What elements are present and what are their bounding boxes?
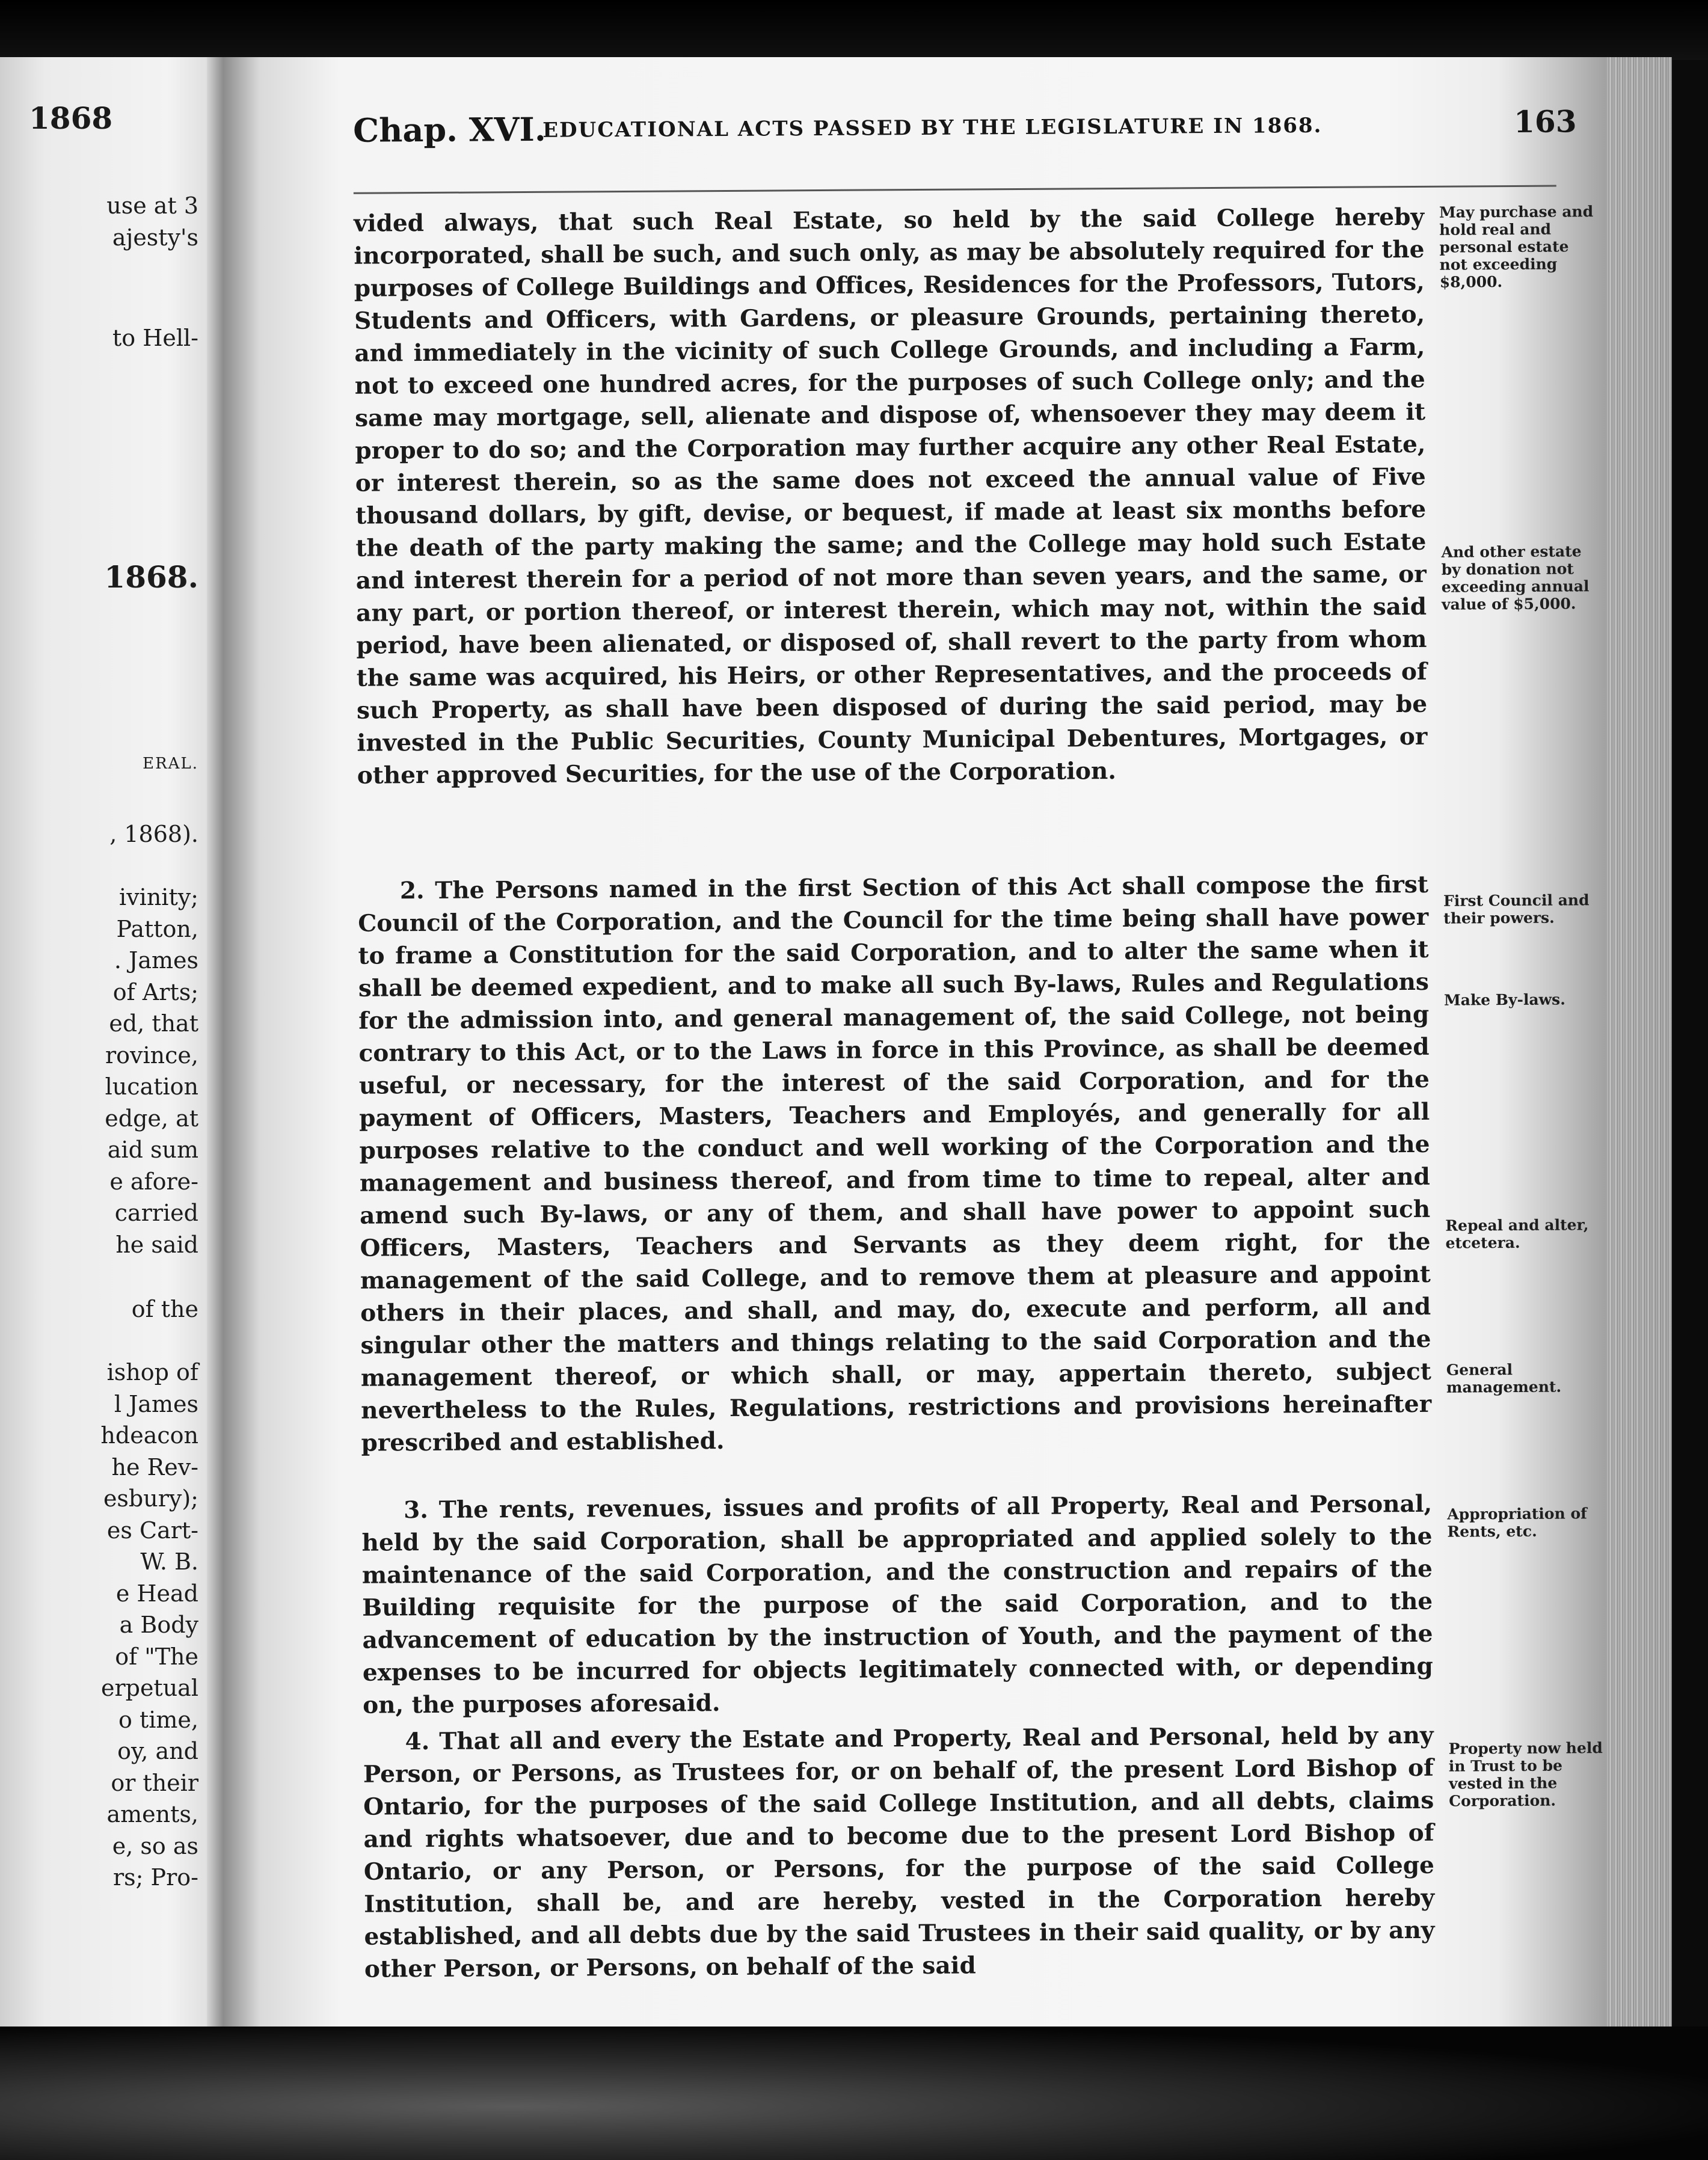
left-page-line: he Rev- <box>111 1454 198 1480</box>
section-text: 4. That all and every the Estate and Property, Real and Personal, held by any Person, or Persons, as Trustees for, or on behalf of, the present Lord Bishop of Ontario, for the purposes of the said College Institution, and all debts, claims and rights whatsoever, due and to become due to the present Lord Bishop of Ontario, or any Person, or Persons, for the purpose of the said College Institution, shall be, and are hereby, vested in the Corporation hereby established, and all debts due by the said Trustees in their said quality, or by any other Person, or Persons, on behalf of the said <box>363 1721 1435 1983</box>
chapter-label: Chap. XVI. <box>352 109 546 150</box>
header-rule <box>354 185 1556 194</box>
left-page-line: es Cart- <box>106 1517 198 1544</box>
page-text-block <box>329 103 1617 1983</box>
page-edges <box>1607 57 1672 2027</box>
scanner-background-bottom <box>0 2027 1708 2160</box>
left-page-line: W. B. <box>140 1548 198 1575</box>
margin-note-first-council: First Council and their powers. <box>1443 891 1590 927</box>
left-page-line: l James <box>114 1391 198 1417</box>
left-page-line: oy, and <box>117 1738 198 1764</box>
left-page-line: erpetual <box>100 1675 198 1701</box>
left-page-line: esbury); <box>103 1485 198 1512</box>
margin-note-by-laws: Make By-laws. <box>1443 990 1565 1009</box>
margin-note-property-trust: Property now held in Trust to be vested in the Corporation. <box>1448 1739 1603 1810</box>
scanner-background-top <box>0 0 1708 60</box>
left-page-line: to Hell- <box>112 325 198 351</box>
section-3 <box>361 1488 1433 1722</box>
left-page-line: ishop of <box>106 1359 198 1385</box>
left-page-line: of Arts; <box>112 979 198 1005</box>
margin-note-may-purchase: May purchase and hold real and personal estate not exceeding $8,000. <box>1439 203 1594 291</box>
left-page-line: e Head <box>115 1580 198 1607</box>
left-page <box>0 57 224 2027</box>
left-page-line: 1868. <box>104 559 198 595</box>
left-page-line: edge, at <box>105 1105 198 1132</box>
left-page-line: ajesty's <box>112 224 198 251</box>
left-page-line: aments, <box>106 1801 198 1827</box>
left-page-line: rovince, <box>105 1042 198 1069</box>
left-page-line: he said <box>115 1232 198 1258</box>
section-text: 2. The Persons named in the first Section of this Act shall compose the first Council of the Corporation, and the Council for the time being shall have power to frame a Constitution for the said Corporation, and to alter the same when it shall be deemed expedient, and to make all such By-laws, Rules and Regulations for the admission into, and general management of, the said College, not being contrary to this Act, or to the Laws in force in this Province, as shall be deemed useful, or necessary, for the interest of the said Corporation, and for the payment of Officers, Masters, Teachers and Employés, and generally for all purposes relative to the conduct and well working of the Corporation and the management and business thereof, and from time to time to repeal, alter and amend such By-laws, or any of them, and shall have power to appoint such Officers, Masters, Teachers and Servants as they deem right, for the management of the said College, and to remove them at pleasure and appoint others in their places, and shall, and may, do, execute and perform, all and singular other the matters and things relating to the said Corporation and the management thereof, or which shall, or may, appertain thereto, subject nevertheless to the Rules, Regulations, restrictions and provisions hereinafter prescribed and established. <box>358 870 1432 1457</box>
page-number: 163 <box>1513 103 1577 140</box>
left-page-line: lucation <box>105 1073 198 1100</box>
section-continuation <box>354 201 1428 792</box>
right-page <box>224 57 1672 2027</box>
left-page-year: 1868 <box>29 100 113 136</box>
running-head <box>329 103 1617 177</box>
book-gutter <box>207 57 224 2027</box>
left-page-line: rs; Pro- <box>113 1864 198 1891</box>
margin-note-general-management: General management. <box>1446 1361 1562 1396</box>
left-page-line: of "The <box>115 1643 198 1670</box>
section-text: vided always, that such Real Estate, so held by the said College hereby incorporated, shall be such, and such only, as may be absolutely required for the purposes of College Buildings and Offices, Residences for the Professors, Tutors, Students and Officers, with Gardens, or pleasure Grounds, pertaining thereto, and immediately in the vicinity of such College Grounds, and including a Farm, not to exceed one hundred acres, for the purposes of such College only; and the same may mortgage, sell, alienate and dispose of, whensoever they may deem it proper to do so; and the Corporation may further acquire any other Real Estate, or interest therein, so as the same does not exceed the annual value of Five thousand dollars, by gift, devise, or bequest, if made at least six months before the death of the party making the same; and the College may hold such Estate and interest therein for a period of not more than seven years, and the same, or any part, or portion thereof, or interest therein, which may not, within the said period, have been alienated, or disposed of, shall revert to the party from whom the same was acquired, his Heirs, or other Representatives, and the proceeds of such Property, as shall have been disposed of during the said period, may be invested in the Public Securities, County Municipal Debentures, Mortgages, or other approved Securities, for the use of the Corporation. <box>354 203 1428 790</box>
left-page-line: o time, <box>118 1707 198 1733</box>
left-page-line: use at 3 <box>106 192 198 219</box>
left-page-line: of the <box>131 1296 198 1322</box>
left-page-line: ivinity; <box>119 884 198 910</box>
left-page-line: ERAL. <box>143 755 198 773</box>
left-page-line: e afore- <box>109 1168 198 1195</box>
left-page-line: ed, that <box>109 1010 198 1037</box>
left-page-line: , 1868). <box>109 821 198 847</box>
left-page-line: aid sum <box>107 1137 198 1163</box>
left-page-line: carried <box>114 1200 198 1226</box>
section-text: 3. The rents, revenues, issues and profits of all Property, Real and Personal, held by the said Corporation, shall be appropriated and applied solely to the maintenance of the said Corporation, and the construction and repairs of the Building requisite for the purpose of the said Corporation, and to the advancement of education by the instruction of Youth, and the payment of the expenses to be incurred for objects legitimately connected with, or depending on, the purposes aforesaid. <box>361 1490 1433 1719</box>
running-title: EDUCATIONAL ACTS PASSED BY THE LEGISLATURE IN 1868. <box>542 113 1322 143</box>
left-page-line: Patton, <box>116 916 198 942</box>
section-2 <box>358 868 1432 1459</box>
margin-note-repeal: Repeal and alter, etcetera. <box>1445 1216 1589 1252</box>
left-page-line: or their <box>111 1770 198 1796</box>
left-page-line: e, so as <box>112 1833 198 1859</box>
section-4 <box>363 1719 1435 1986</box>
margin-note-appropriation: Appropriation of Rents, etc. <box>1447 1505 1587 1541</box>
left-page-line: hdeacon <box>100 1422 198 1449</box>
margin-note-other-estate: And other estate by donation not exceeding annual value of $5,000. <box>1441 542 1590 613</box>
left-page-line: . James <box>114 947 198 974</box>
left-page-line: a Body <box>119 1612 198 1638</box>
